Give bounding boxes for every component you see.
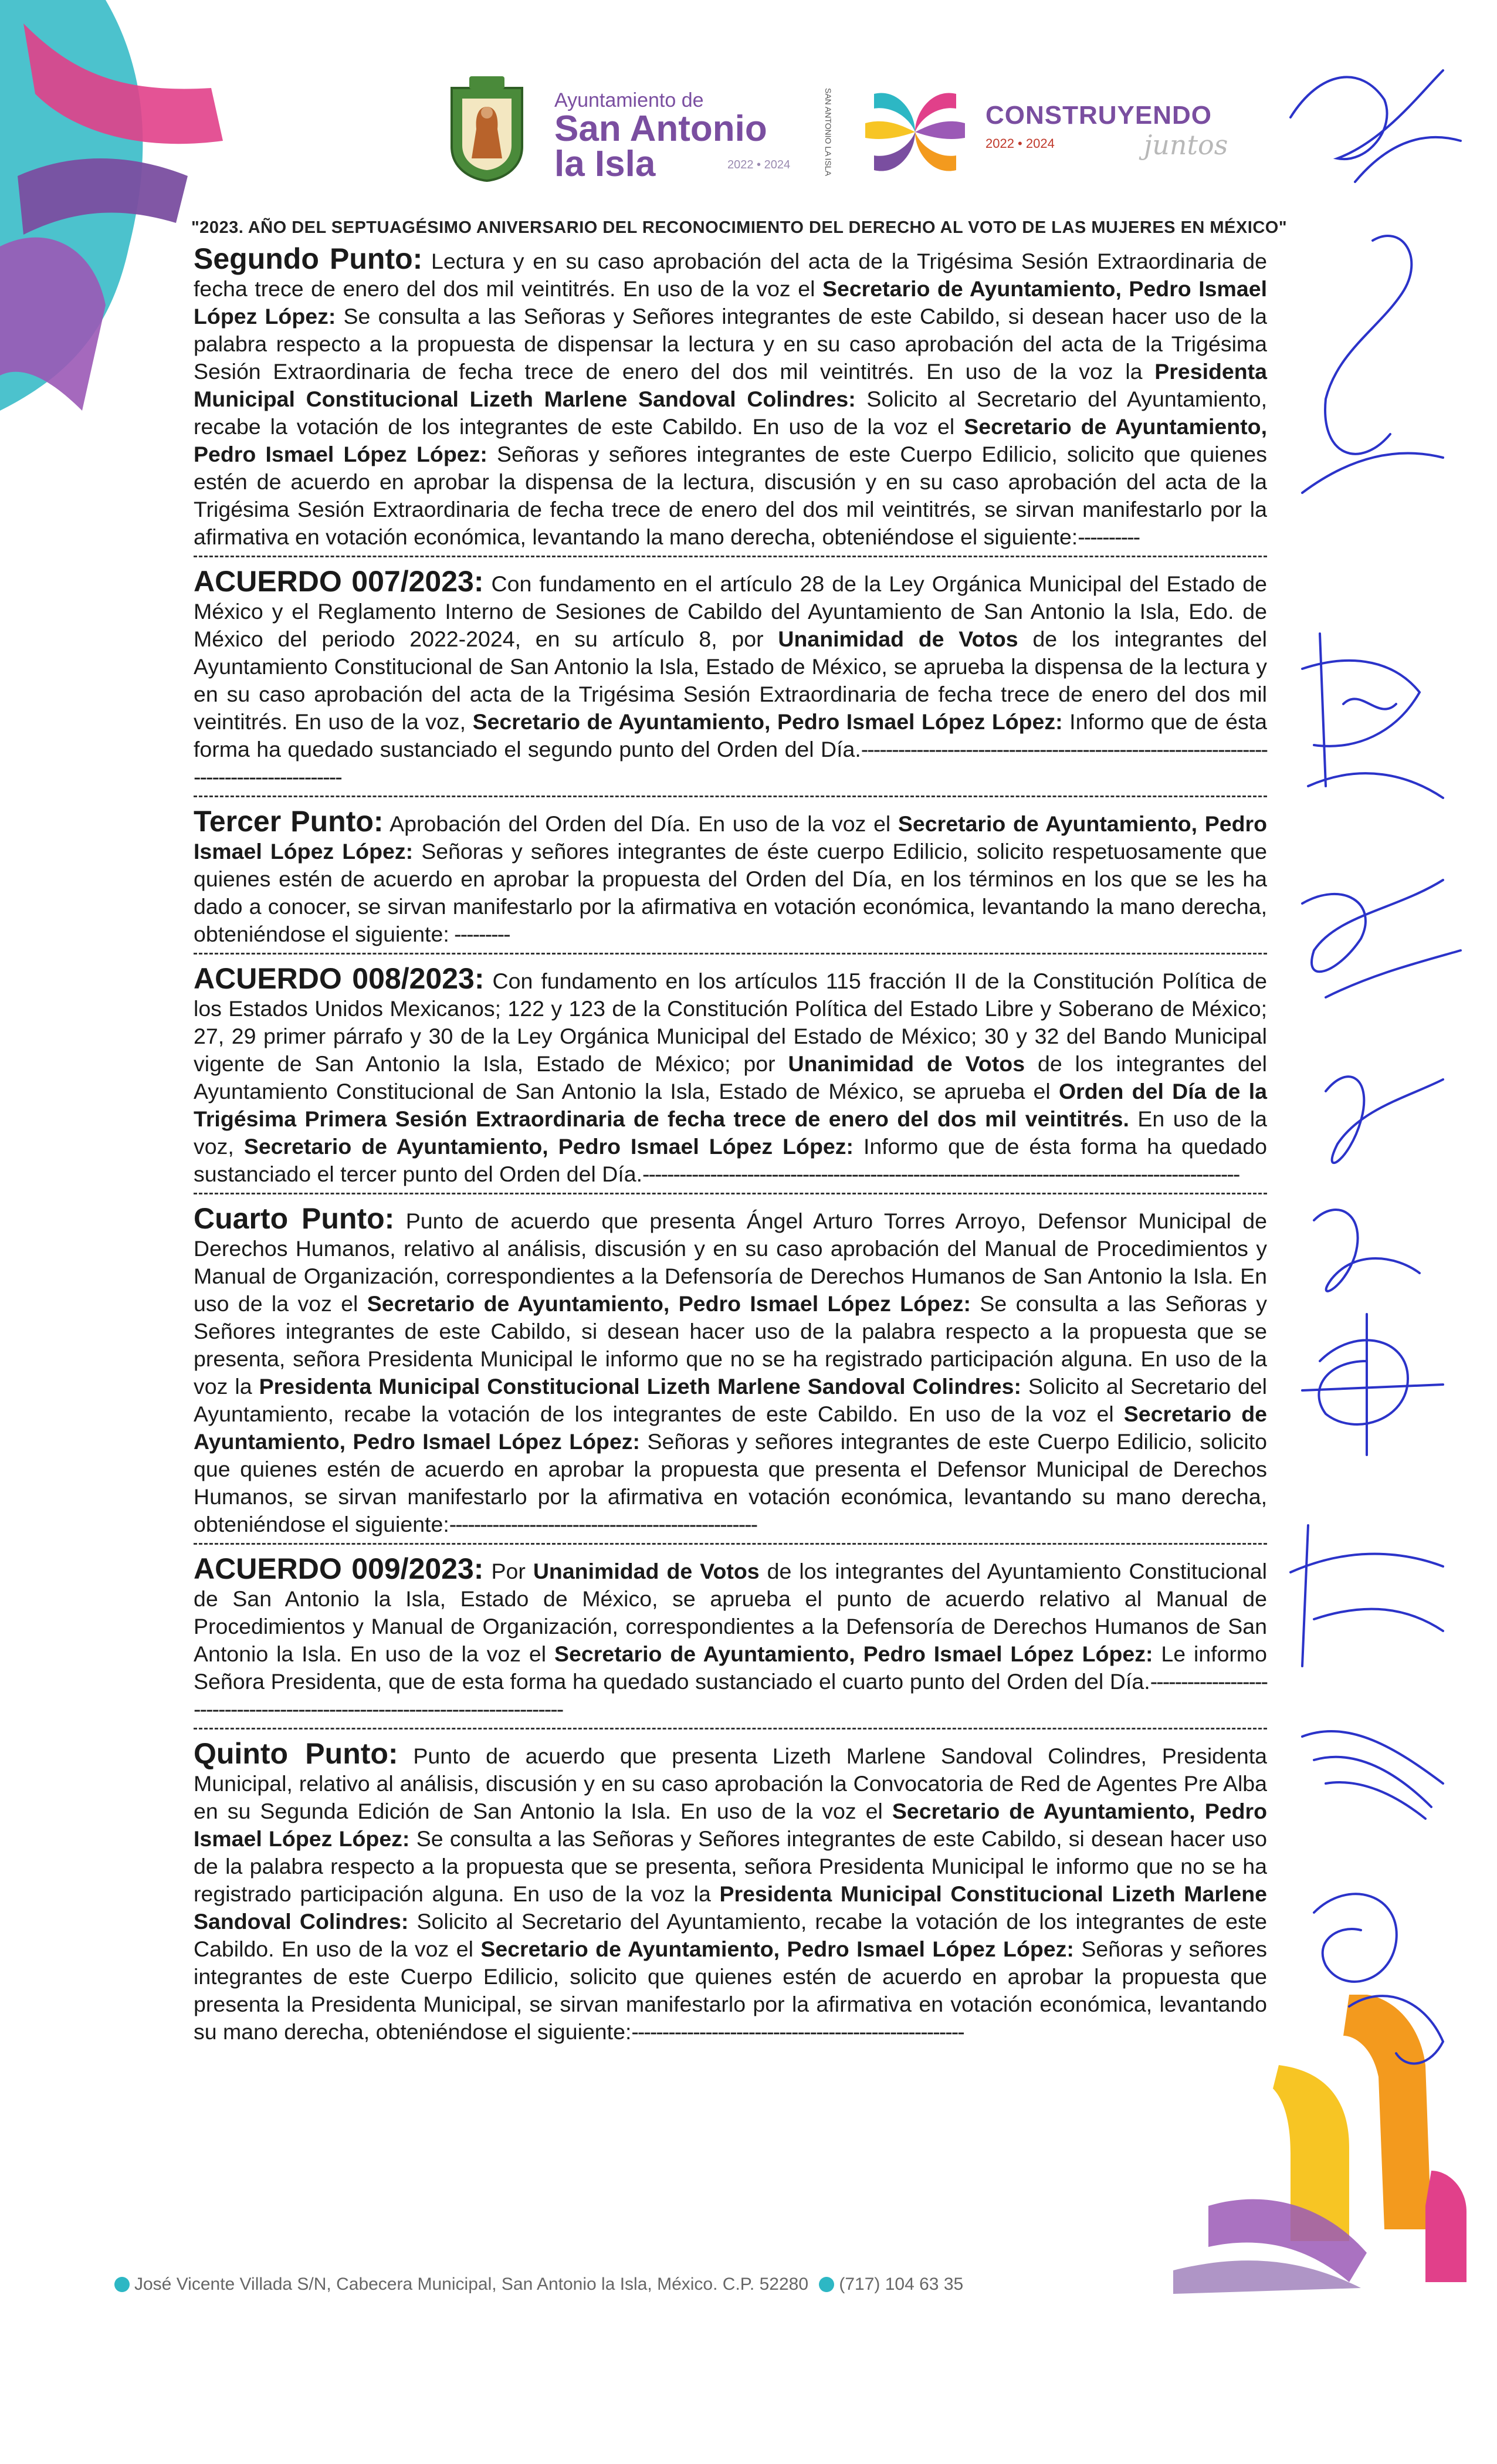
text-run: de los integrantes del Ayuntamiento Constitucional de San Antonio la Isla, Estado de México, se aprueba el punto de acuerdo relativo al Manual de Procedimientos y Manual de Organización, correspondientes a la Defensoría de Derechos Humanos de San Antonio la Isla. En uso de la voz el [194, 1559, 1267, 1666]
acuerdo-009-paragraph [194, 1552, 1268, 1723]
footer-phone: (717) 104 63 35 [839, 2275, 964, 2294]
text-run: Con fundamento en los artículos 115 fracción II de la Constitución Política de los Estados Unidos Mexicanos; 122 y 123 de la Constitución Política del Estado Libre y Soberano de México; 27, 29 primer párrafo y 30 de la Ley Orgánica Municipal del Estado de México; 30 y 32 del Bando Municipal vigente de San Antonio la Isla, Estado de México; por [194, 969, 1267, 1076]
text-run: Señoras y señores integrantes de este Cuerpo Edilicio, solicito que quienes estén de acuerdo en aprobar la propuesta que presenta el Defensor Municipal de Derechos Humanos, se sirvan manifestarlo por la afirmativa en votación económica, levantando su mano derecha, obteniéndose el siguiente: [194, 1429, 1267, 1536]
signature-7 [1302, 1314, 1443, 1455]
dash-fill: ---------- [1078, 524, 1140, 549]
signatures-column [1267, 47, 1490, 2276]
footer-address: José Vicente Villada S/N, Cabecera Municipal, San Antonio la Isla, México. C.P. 52280 [134, 2275, 809, 2294]
text-run: Se consulta a las Señoras y Señores integrantes de este Cabildo, si desean hacer uso de la palabra respecto a la propuesta que se presenta, señora Presidenta Municipal le informo que no se ha registrado participación alguna. En uso de la voz la [194, 1291, 1267, 1399]
cuarto-punto-heading: Cuarto Punto: [194, 1202, 395, 1235]
text-run: Señoras y señores integrantes de este Cuerpo Edilicio, solicito que quienes estén de acuerdo en aprobar la dispensa de la lectura, discusión y en su caso aprobación del acta de la Trigésima Sesión Extraordinaria de fecha trece de enero del dos mil veintitrés, se sirvan manifestarlo por la afirmativa en votación económica, levantando la mano derecha, obteniéndose el siguiente: [194, 442, 1267, 549]
bold-run: Secretario de Ayuntamiento, Pedro Ismael López López: [194, 1799, 1267, 1851]
bold-run: Secretario de Ayuntamiento, Pedro Ismael López López: [367, 1291, 971, 1316]
ayuntamiento-label: Ayuntamiento de [554, 89, 704, 111]
text-run: Punto de acuerdo que presenta Lizeth Marlene Sandoval Colindres, Presidenta Municipal, relativo al análisis, discusión y en su caso aprobación la Convocatoria de Red de Agentes Pre Alba en su Segunda Edición de San Antonio la Isla. En uso de la voz el [194, 1744, 1267, 1823]
dash-fill: ------------------------------------------------------ [631, 2019, 964, 2044]
campaign-title: CONSTRUYENDO [985, 101, 1212, 130]
tercer-punto-heading: Tercer Punto: [194, 805, 384, 838]
dash-fill: ------------------------------------------------------------------------------------------------- [642, 1162, 1239, 1186]
segundo-punto-heading: Segundo Punto: [194, 242, 423, 275]
bold-run: Presidenta Municipal Constitucional Lizeth Marlene Sandoval Colindres: [194, 1881, 1267, 1934]
text-run: En uso de la voz, [194, 1106, 1268, 1159]
acuerdo-008-paragraph [194, 962, 1268, 1188]
vertical-municipality-text: SAN ANTONIO LA ISLA [824, 88, 833, 176]
administration-years: 2022 • 2024 [727, 158, 791, 171]
page-footer [114, 2275, 963, 2294]
signature-5 [1326, 1077, 1443, 1163]
bold-run: Unanimidad de Votos [788, 1051, 1025, 1076]
bold-run: Secretario de Ayuntamiento, Pedro Ismael López López: [480, 1937, 1074, 1961]
text-run: Señoras y señores integrantes de este Cuerpo Edilicio, solicito que quienes estén de acuerdo en aprobar la propuesta que presenta la Presidenta Municipal, se sirvan manifestarlo por la afirmativa en votación económica, levantando su mano derecha, obteniéndose el siguiente: [194, 1937, 1267, 2044]
bold-run: Secretario de Ayuntamiento, Pedro Ismael López López: [194, 811, 1267, 864]
text-run: Se consulta a las Señoras y Señores integrantes de este Cabildo, si desean hacer uso de la palabra respecto a la propuesta de dispensar la lectura y en su caso aprobación del acta de la Trigésima Sesión Extraordinaria de fecha trece de enero del dos mil veintitrés. En uso de la voz la [194, 304, 1268, 384]
bold-run: Secretario de Ayuntamiento, Pedro Ismael López López: [554, 1641, 1153, 1666]
text-run: Informo que de ésta forma ha quedado sustanciado el segundo punto del Orden del Día. [194, 709, 1267, 761]
text-run: Con fundamento en el artículo 28 de la Ley Orgánica Municipal del Estado de México y el Reglamento Interno de Sesiones de Cabildo del Ayuntamiento de San Antonio la Isla, Edo. de México del periodo 2022-2024, en su artículo 8, por [194, 571, 1267, 651]
text-run: Por [483, 1559, 533, 1583]
dashed-separator [194, 1543, 1267, 1545]
quinto-punto-paragraph [194, 1737, 1267, 2046]
signature-6 [1314, 1210, 1420, 1291]
municipality-name-line1: San Antonio [554, 109, 767, 149]
quinto-punto-heading: Quinto Punto: [194, 1737, 398, 1770]
letterhead [434, 70, 1267, 188]
acuerdo-009-heading: ACUERDO 009/2023: [194, 1552, 484, 1585]
bold-run: Presidenta Municipal Constitucional Lizeth Marlene Sandoval Colindres: [259, 1374, 1021, 1399]
bold-run: Presidenta Municipal Constitucional Lizeth Marlene Sandoval Colindres: [194, 359, 1267, 411]
dashed-separator [194, 1193, 1267, 1194]
signature-8 [1291, 1525, 1443, 1666]
campaign-script: juntos [1144, 129, 1228, 161]
acuerdo-007-heading: ACUERDO 007/2023: [194, 565, 484, 598]
dash-fill: --------- [449, 922, 510, 946]
bold-run: Secretario de Ayuntamiento, Pedro Ismael López López: [194, 276, 1267, 329]
municipal-seal-icon [446, 76, 528, 182]
signature-2 [1302, 236, 1443, 493]
location-icon [114, 2277, 130, 2292]
dash-fill: ------------------------------------------------------------------------------- [194, 1669, 1267, 1721]
dashed-separator [194, 556, 1267, 557]
signature-3 [1302, 634, 1443, 798]
dashed-separator [194, 796, 1267, 797]
dash-fill: -------------------------------------------------- [449, 1512, 757, 1536]
text-run: Aprobación del Orden del Día. En uso de la voz el [383, 811, 898, 836]
minutes-body [194, 242, 1268, 2046]
segundo-punto-paragraph [194, 242, 1268, 551]
bold-run: Unanimidad de Votos [778, 627, 1018, 651]
text-run: Le informo Señora Presidenta, que de esta forma ha quedado sustanciado el cuarto punto del Orden del Día. [194, 1641, 1268, 1694]
bold-run: Orden del Día de la Trigésima Primera Sesión Extraordinaria de fecha trece de enero del dos mil veintitrés. [194, 1079, 1267, 1131]
text-run: Solicito al Secretario del Ayuntamiento, recabe la votación de los integrantes de este Cabildo. En uso de la voz el [194, 1374, 1268, 1426]
bold-run: Secretario de Ayuntamiento, Pedro Ismael López López: [194, 414, 1267, 466]
text-run: de los integrantes del Ayuntamiento Constitucional de San Antonio la Isla, Estado de México, se aprueba la dispensa de la lectura y en su caso aprobación del acta de la Trigésima Sesión Extraordinaria de fecha trece de enero del dos mil veintitrés. En uso de la voz, [194, 627, 1267, 734]
text-run: Solicito al Secretario del Ayuntamiento, recabe la votación de los integrantes de este Cabildo. En uso de la voz el [194, 1909, 1267, 1961]
bold-run: Secretario de Ayuntamiento, Pedro Ismael López López: [243, 1134, 854, 1159]
text-run: de los integrantes del Ayuntamiento Constitucional de San Antonio la Isla, Estado de México, se aprueba el [194, 1051, 1267, 1104]
signature-9 [1302, 1731, 1443, 1819]
text-run: Lectura y en su caso aprobación del acta de la Trigésima Sesión Extraordinaria de fecha trece de enero del dos mil veintitrés. En uso de la voz el [194, 249, 1267, 301]
text-run: Informo que de ésta forma ha quedado sustanciado el tercer punto del Orden del Día. [194, 1134, 1267, 1186]
signature-1 [1291, 70, 1461, 182]
phone-icon [819, 2277, 834, 2292]
year-motto: "2023. AÑO DEL SEPTUAGÉSIMO ANIVERSARIO DEL RECONOCIMIENTO DEL DERECHO AL VOTO DE LAS MUJERES EN MÉXICO" [191, 218, 1288, 237]
acuerdo-007-paragraph [194, 565, 1267, 791]
tercer-punto-paragraph [194, 805, 1267, 948]
cuarto-punto-paragraph [194, 1202, 1268, 1538]
bold-run: Secretario de Ayuntamiento, Pedro Ismael López López: [194, 1402, 1267, 1454]
text-run: Punto de acuerdo que presenta Ángel Arturo Torres Arroyo, Defensor Municipal de Derechos Humanos, relativo al análisis, discusión y en su caso aprobación del Manual de Procedimientos y Manual de Organización, correspondientes a la Defensoría de Derechos Humanos de San Antonio la Isla. En uso de la voz el [194, 1209, 1267, 1316]
dash-fill: ------------------------------------------------------------------------------------------ [194, 737, 1267, 789]
dashed-separator [194, 1728, 1267, 1729]
construyendo-juntos-logo-icon [862, 82, 968, 182]
campaign-years: 2022 • 2024 [985, 136, 1055, 151]
signature-4 [1302, 880, 1461, 997]
bold-run: Secretario de Ayuntamiento, Pedro Ismael López López: [472, 709, 1063, 734]
text-run: Se consulta a las Señoras y Señores integrantes de este Cabildo, si desean hacer uso de la palabra respecto a la propuesta que se presenta, señora Presidenta Municipal le informo que no se ha registrado participación alguna. En uso de la voz la [194, 1826, 1267, 1906]
bold-run: Unanimidad de Votos [533, 1559, 760, 1583]
municipality-name-line2: la Isla [554, 144, 656, 184]
dashed-separator [194, 953, 1267, 955]
text-run: Solicito al Secretario del Ayuntamiento, recabe la votación de los integrantes de este Cabildo. En uso de la voz el [194, 387, 1267, 439]
acuerdo-008-heading: ACUERDO 008/2023: [194, 962, 485, 995]
text-run: Señoras y señores integrantes de éste cuerpo Edilicio, solicito respetuosamente que quienes estén de acuerdo en aprobar la propuesta del Orden del Día, en los términos en los que se les ha dado a conocer, se sirvan manifestarlo por la afirmativa en votación económica, levantando la mano derecha, obteniéndose el siguiente: [194, 839, 1267, 946]
signature-10 [1314, 1894, 1443, 2063]
